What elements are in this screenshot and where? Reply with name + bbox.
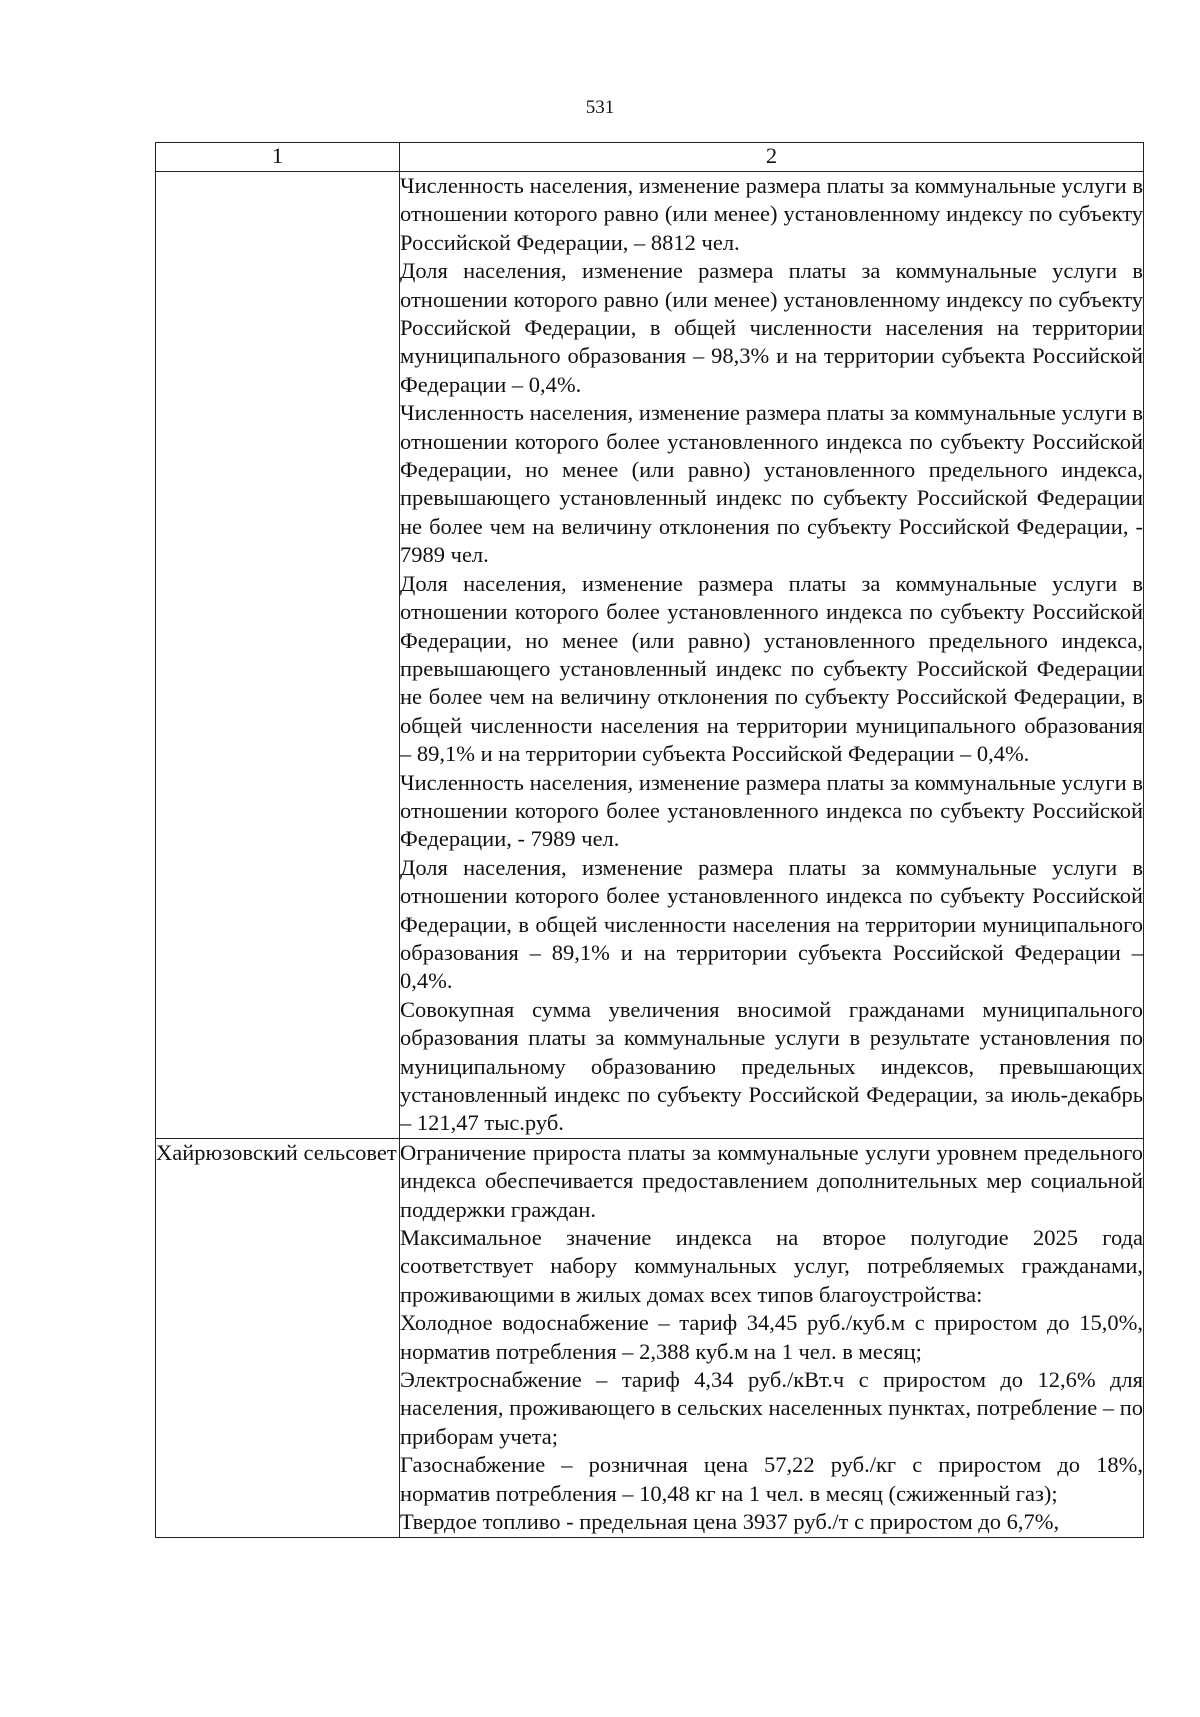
column-header-1: 1	[156, 143, 400, 172]
municipality-cell	[156, 172, 400, 1139]
document-table	[155, 142, 1144, 1538]
paragraph: Численность населения, изменение размера платы за коммунальные услуги в отношении которого более установленного индекса по субъекту Российской Федерации, - 7989 чел.	[400, 769, 1143, 852]
paragraph: Газоснабжение – розничная цена 57,22 руб./кг с приростом до 18%, норматив потребления – 10,48 кг на 1 чел. в месяц (сжиженный газ);	[400, 1452, 1143, 1506]
column-header-2: 2	[400, 143, 1144, 172]
table-row	[156, 1138, 1144, 1537]
table-row	[156, 172, 1144, 1139]
paragraph: Численность населения, изменение размера платы за коммунальные услуги в отношении которого более установленного индекса по субъекту Российской Федерации, но менее (или равно) установленного предельного индекса, превышающего установленный индекс по субъекту Российской Федерации не более чем на величину отклонения по субъекту Российской Федерации, - 7989 чел.	[400, 400, 1143, 568]
page-number: 531	[585, 97, 615, 118]
paragraph: Совокупная сумма увеличения вносимой гражданами муниципального образования платы за коммунальные услуги в результате установления по муниципальному образованию предельных индексов, превышающих установленный индекс по субъекту Российской Федерации, за июль-декабрь – 121,47 тыс.руб.	[400, 996, 1143, 1136]
paragraph: Электроснабжение – тариф 4,34 руб./кВт.ч с приростом до 12,6% для населения, проживающего в сельских населенных пунктах, потребление – по приборам учета;	[400, 1367, 1143, 1449]
paragraph: Доля населения, изменение размера платы за коммунальные услуги в отношении которого равно (или менее) установленному индексу по субъекту Российской Федерации, в общей численности населения на территории муниципального образования – 98,3% и на территории субъекта Российской Федерации – 0,4%.	[400, 258, 1143, 397]
municipality-cell: Хайрюзовский сельсовет	[156, 1138, 400, 1537]
paragraph: Максимальное значение индекса на второе полугодие 2025 года соответствует набору коммунальных услуг, потребляемых гражданами, проживающими в жилых домах всех типов благоустройства:	[400, 1225, 1143, 1307]
paragraph: Доля населения, изменение размера платы за коммунальные услуги в отношении которого более установленного индекса по субъекту Российской Федерации, но менее (или равно) установленного предельного индекса, превышающего установленный индекс по субъекту Российской Федерации не более чем на величину отклонения по субъекту Российской Федерации, в общей численности населения на территории муниципального образования – 89,1% и на территории субъекта Российской Федерации – 0,4%.	[400, 570, 1143, 767]
paragraph: Доля населения, изменение размера платы за коммунальные услуги в отношении которого более установленного индекса по субъекту Российской Федерации, в общей численности населения на территории муниципального образования – 89,1% и на территории субъекта Российской Федерации – 0,4%.	[400, 854, 1143, 994]
description-cell	[400, 1138, 1144, 1537]
paragraph: Численность населения, изменение размера платы за коммунальные услуги в отношении которого равно (или менее) установленному индексу по субъекту Российской Федерации, – 8812 чел.	[400, 173, 1143, 255]
paragraph: Твердое топливо - предельная цена 3937 руб./т с приростом до 6,7%,	[400, 1509, 1060, 1535]
paragraph: Ограничение прироста платы за коммунальные услуги уровнем предельного индекса обеспечивается предоставлением дополнительных мер социальной поддержки граждан.	[400, 1139, 1143, 1222]
table-header-row	[156, 143, 1144, 172]
paragraph: Холодное водоснабжение – тариф 34,45 руб./куб.м с приростом до 15,0%, норматив потребления – 2,388 куб.м на 1 чел. в месяц;	[400, 1310, 1143, 1364]
description-cell	[400, 172, 1144, 1139]
